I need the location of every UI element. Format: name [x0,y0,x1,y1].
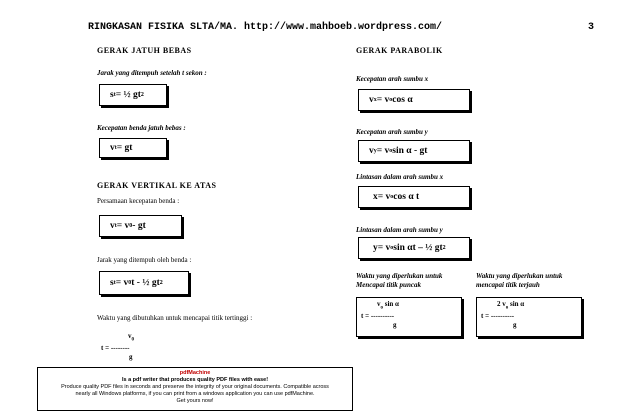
label-waktu-terjauh-2: mencapai titik terjauh [476,281,540,289]
label-waktu-titik-tertinggi: Waktu yang dibutuhkan untuk mencapai titik tertinggi : [97,314,253,322]
label-jarak-vertikal: Jarak yang ditempuh oleh benda : [97,256,192,264]
formula-box-jarak-jatuh-bebas: s t = ½ gt 2 [99,84,167,106]
label-kecepatan-sumbu-x: Kecepatan arah sumbu x [356,75,429,83]
pdfmachine-line-1: Produce quality PDF files in seconds and preserve the integrity of your original documents. Compatible across [61,384,329,390]
formula-box-kecepatan-vertikal: v t = v 0 - gt [99,215,182,237]
label-jarak-jatuh-bebas: Jarak yang ditempuh setelah t sekon : [97,69,207,77]
formula-box-lintasan-y: y = v o sin αt – ½ gt 2 [358,237,470,259]
page-number: 3 [588,22,595,33]
formula-box-vx: v x = v o cos α [358,89,470,111]
pdfmachine-banner [37,367,353,411]
label-lintasan-sumbu-x: Lintasan dalam arah sumbu x [356,173,444,181]
formula-box-vy: v y = v o sin α - gt [358,140,470,162]
formula-box-waktu-terjauh: 2 $v_o$ sin α t = ---------- g [476,297,582,337]
page-header-title: RINGKASAN FISIKA SLTA/MA. http://www.mahboeb.wordpress.com/ [88,22,443,33]
formula-box-waktu-puncak: $v_o$ sin α t = ---------- g [356,297,462,337]
formula-box-kecepatan-jatuh-bebas: v t = gt [99,138,167,158]
label-lintasan-sumbu-y: Lintasan dalam arah sumbu y [356,226,443,234]
label-waktu-puncak-2: Mencapai titik puncak [356,281,421,289]
section-title-gerak-jatuh-bebas: GERAK JATUH BEBAS [97,46,192,55]
label-persamaan-kecepatan: Persamaan kecepatan benda : [97,197,180,205]
label-kecepatan-jatuh-bebas: Kecepatan benda jatuh bebas : [97,124,186,132]
section-title-gerak-vertikal-ke-atas: GERAK VERTIKAL KE ATAS [97,181,217,190]
formula-box-lintasan-x: x = v o cos α t [358,186,470,208]
pdfmachine-brand: pdfMachine [179,370,211,376]
pdfmachine-tagline: Is a pdf writer that produces quality PDF files with ease! [121,377,269,383]
section-title-gerak-parabolik: GERAK PARABOLIK [356,46,443,55]
formula-waktu-titik-tertinggi: $v_0$ t = -------- g [101,332,134,362]
label-waktu-puncak-1: Waktu yang diperlukan untuk [356,272,443,280]
label-waktu-terjauh-1: Waktu yang diperlukan untuk [476,272,563,280]
pdfmachine-line-2: nearly all Windows platforms, if you can print from a windows application you can use pdfMachine. [75,391,315,397]
label-kecepatan-sumbu-y: Kecepatan arah sumbu y [356,128,428,136]
pdfmachine-line-3[interactable]: Get yours now! [176,398,214,404]
formula-box-jarak-vertikal: s t = v 0 t - ½ gt 2 [99,271,189,295]
